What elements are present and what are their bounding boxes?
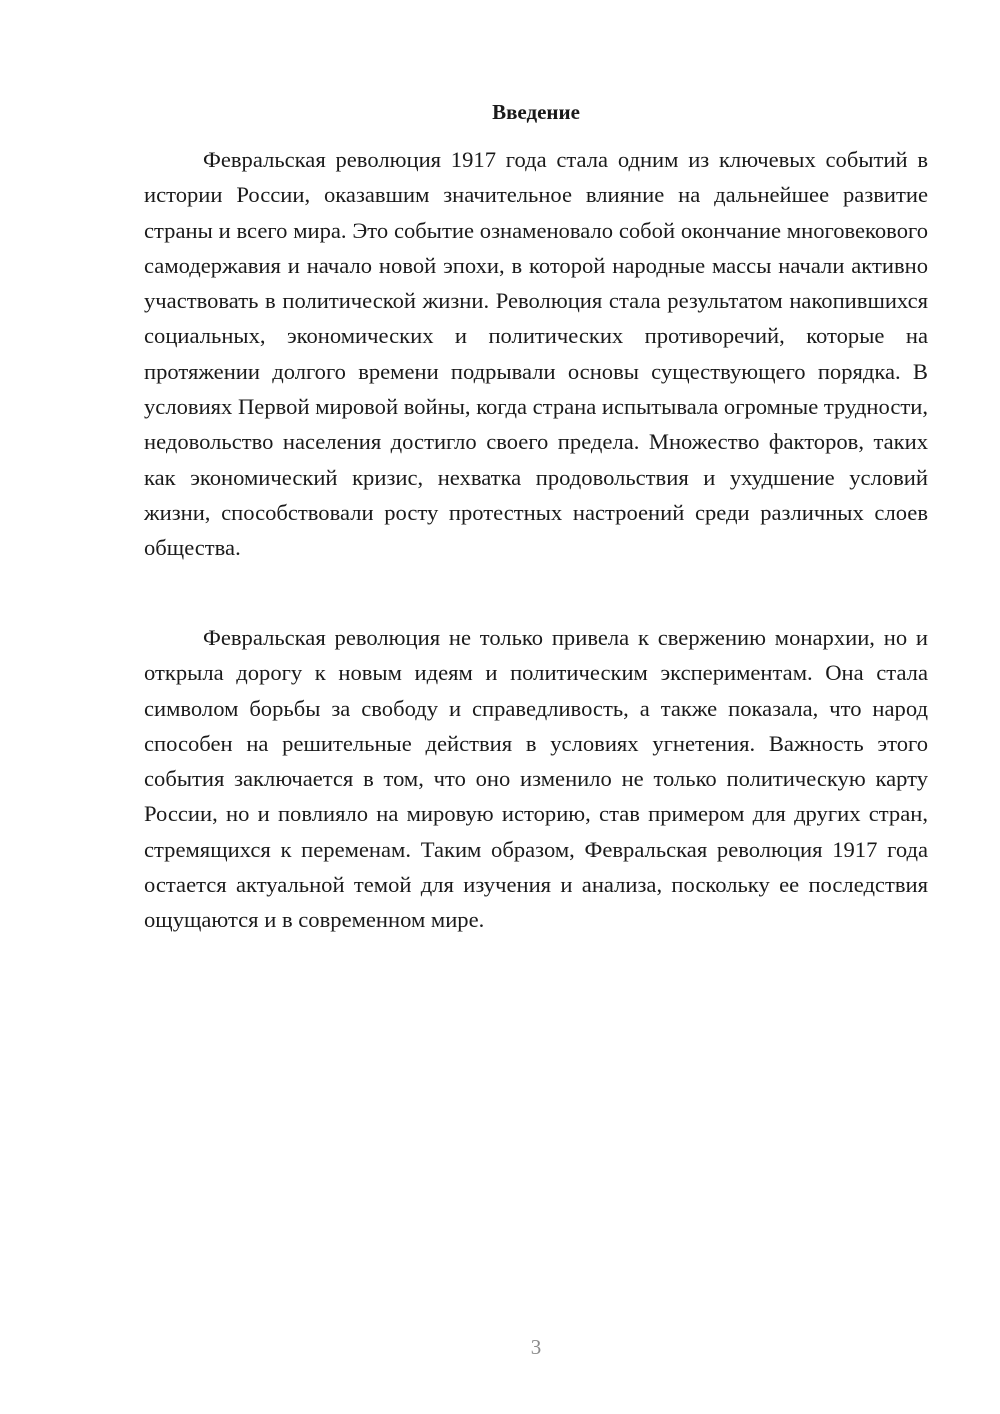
- paragraph-2: Февральская революция не только привела к свержению монархии, но и открыла дорогу к новым идеям и политическим экспериментам. Она стала символом борьбы за свободу и справедливость, а также показала, что народ способен на решительные действия в условиях угнетения. Важность этого события заключается в том, что оно изменило не только политическую карту России, но и повлияло на мировую историю, став примером для других стран, стремящихся к переменам. Таким образом, Февральская революция 1917 года остается актуальной темой для изучения и анализа, поскольку ее последствия ощущаются и в современном мире.: [144, 625, 928, 933]
- page-number: 3: [530, 1335, 542, 1359]
- paragraph-1: Февральская революция 1917 года стала одним из ключевых событий в истории России, оказавшим значительное влияние на дальнейшее развитие страны и всего мира. Это событие ознаменовало собой окончание многовекового самодержавия и начало новой эпохи, в которой народные массы начали активно участвовать в политической жизни. Революция стала результатом накопившихся социальных, экономических и политических противоречий, которые на протяжении долгого времени подрывали основы существующего порядка. В условиях Первой мировой войны, когда страна испытывала огромные трудности, недовольство населения достигло своего предела. Множество факторов, таких как экономический кризис, нехватка продовольствия и ухудшение условий жизни, способствовали росту протестных настроений среди различных слоев общества.: [144, 147, 928, 561]
- section-heading: Введение: [492, 100, 580, 124]
